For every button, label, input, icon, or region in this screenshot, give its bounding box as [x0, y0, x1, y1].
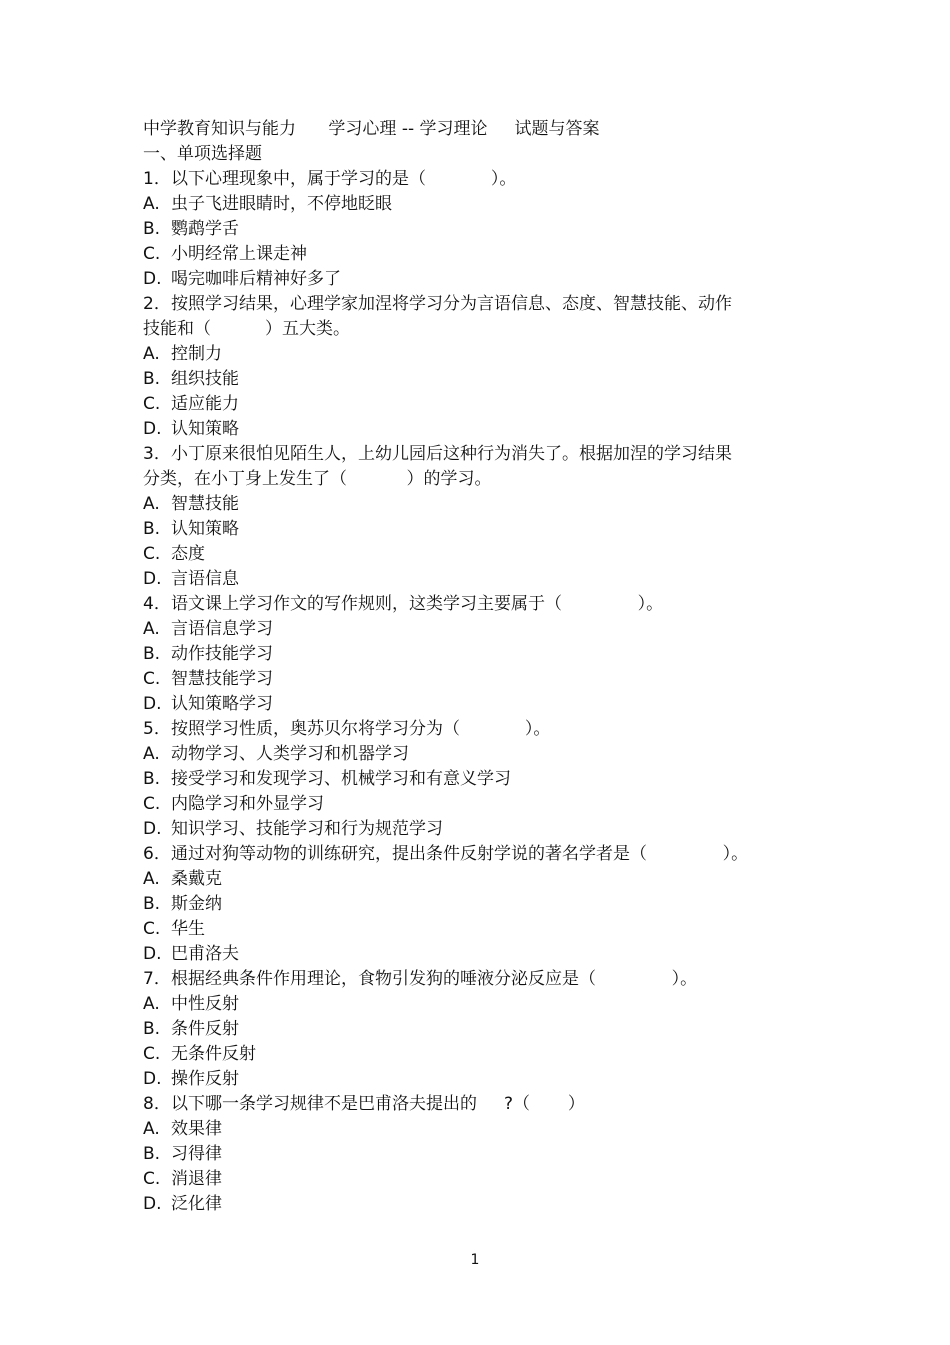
option-d: D. 操作反射 [143, 1069, 239, 1089]
option-c: C. 态度 [143, 544, 205, 564]
question-text: 以下哪一条学习规律不是巴甫洛夫提出的 ?（ ） [171, 1094, 585, 1114]
option-a: A. 中性反射 [143, 994, 239, 1014]
question-text: 根据经典条件作用理论，食物引发狗的唾液分泌反应是（ ）。 [171, 969, 698, 989]
question-text: 小丁原来很怕见陌生人，上幼儿园后这种行为消失了。根据加涅的学习结果 [171, 444, 732, 464]
question-number: 4． [143, 594, 171, 614]
option-a: A. 效果律 [143, 1119, 222, 1139]
option-b: B. 鹦鹉学舌 [143, 219, 239, 239]
question-6 [143, 842, 783, 967]
question-number: 3． [143, 444, 171, 464]
option-d: D. 认知策略 [143, 419, 239, 439]
question-5 [143, 717, 783, 842]
option-d: D. 巴甫洛夫 [143, 944, 239, 964]
question-text-continued: 技能和（ ）五大类。 [143, 319, 351, 339]
option-c: C. 消退律 [143, 1169, 222, 1189]
question-text: 通过对狗等动物的训练研究，提出条件反射学说的著名学者是（ ）。 [171, 844, 749, 864]
question-2 [143, 292, 783, 442]
question-1 [143, 167, 783, 292]
option-c: C. 无条件反射 [143, 1044, 256, 1064]
option-a: A. 控制力 [143, 344, 222, 364]
question-text: 按照学习结果，心理学家加涅将学习分为言语信息、态度、智慧技能、动作 [171, 294, 732, 314]
question-number: 2． [143, 294, 171, 314]
option-d: D. 知识学习、技能学习和行为规范学习 [143, 819, 443, 839]
question-number: 5． [143, 719, 171, 739]
option-b: B. 组织技能 [143, 369, 239, 389]
document-body [143, 117, 783, 1217]
question-7 [143, 967, 783, 1092]
question-8 [143, 1092, 783, 1217]
option-a: A. 动物学习、人类学习和机器学习 [143, 744, 409, 764]
document-title: 中学教育知识与能力 学习心理 -- 学习理论 试题与答案 [143, 119, 600, 139]
section-heading: 一、单项选择题 [143, 144, 262, 164]
option-a: A. 智慧技能 [143, 494, 239, 514]
option-a: A. 虫子飞进眼睛时，不停地眨眼 [143, 194, 392, 214]
question-number: 8． [143, 1094, 171, 1114]
option-c: C. 适应能力 [143, 394, 239, 414]
option-d: D. 喝完咖啡后精神好多了 [143, 269, 341, 289]
option-b: B. 习得律 [143, 1144, 222, 1164]
option-c: C. 内隐学习和外显学习 [143, 794, 324, 814]
option-c: C. 小明经常上课走神 [143, 244, 307, 264]
option-a: A. 言语信息学习 [143, 619, 273, 639]
question-text-continued: 分类，在小丁身上发生了（ ）的学习。 [143, 469, 492, 489]
question-text: 按照学习性质，奥苏贝尔将学习分为（ ）。 [171, 719, 551, 739]
question-text: 以下心理现象中，属于学习的是（ ）。 [171, 169, 517, 189]
option-b: B. 斯金纳 [143, 894, 222, 914]
option-b: B. 接受学习和发现学习、机械学习和有意义学习 [143, 769, 511, 789]
question-number: 1． [143, 169, 171, 189]
option-b: B. 条件反射 [143, 1019, 239, 1039]
page-number: 1 [470, 1252, 480, 1268]
question-number: 6． [143, 844, 171, 864]
option-a: A. 桑戴克 [143, 869, 222, 889]
question-number: 7． [143, 969, 171, 989]
option-c: C. 智慧技能学习 [143, 669, 273, 689]
option-d: D. 泛化律 [143, 1194, 222, 1214]
option-c: C. 华生 [143, 919, 205, 939]
option-b: B. 动作技能学习 [143, 644, 273, 664]
question-text: 语文课上学习作文的写作规则，这类学习主要属于（ ）。 [171, 594, 664, 614]
question-3 [143, 442, 783, 592]
question-4 [143, 592, 783, 717]
option-d: D. 认知策略学习 [143, 694, 273, 714]
option-d: D. 言语信息 [143, 569, 239, 589]
option-b: B. 认知策略 [143, 519, 239, 539]
